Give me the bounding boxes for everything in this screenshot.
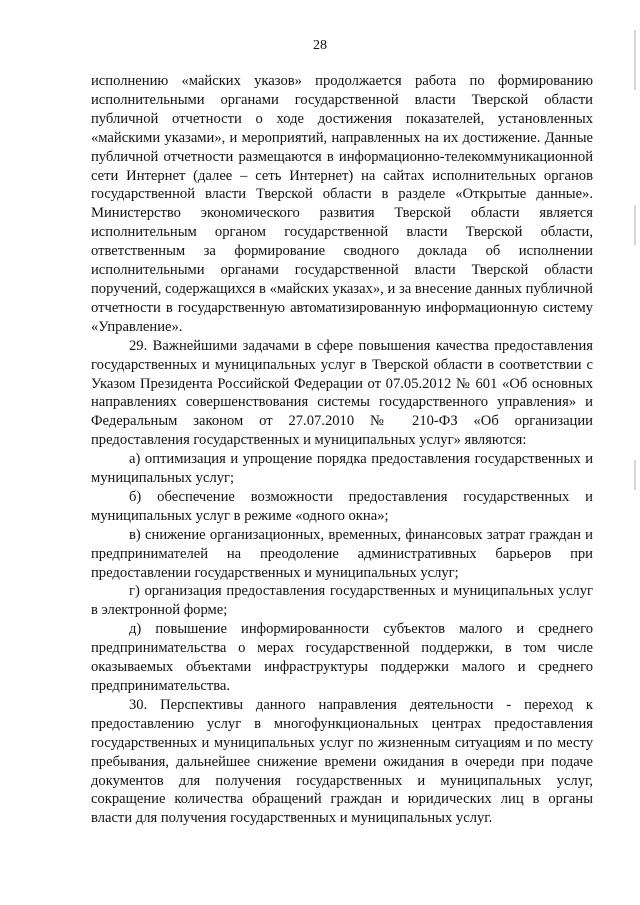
scan-edge-mark	[634, 460, 636, 490]
scan-edge-mark	[634, 205, 636, 245]
list-item-b: б) обеспечение возможности предоставления государственных и муниципальных услуг в режиме «одного окна»;	[91, 488, 593, 524]
paragraph-29: 29. Важнейшими задачами в сфере повышения качества предоставления государственных и муниципальных услуг в Тверской области в соответствии с Указом Президента Российской Федерации от 07.05.2012 № 601 «Об основных направлениях совершенствования системы государственного управления» и Федеральным законом от 27.07.2010 № 210-ФЗ «Об организации предоставления государственных и муниципальных услуг» являются:	[91, 337, 593, 449]
paragraph-30: 30. Перспективы данного направления деятельности - переход к предоставлению услуг в многофункциональных центрах предоставления государственных и муниципальных услуг по жизненным ситуациям и по месту пребывания, дальнейшее снижение времени ожидания в очереди при подаче документов для получения государственных и муниципальных услуг, сокращение количества обращений граждан и юридических лиц в органы власти для получения государственных и муниципальных услуг.	[91, 696, 593, 827]
page-number: 28	[313, 38, 327, 53]
list-item-a: а) оптимизация и упрощение порядка предоставления государственных и муниципальных услуг;	[91, 451, 593, 487]
scan-edge-mark	[634, 30, 636, 90]
list-item-g: г) организация предоставления государственных и муниципальных услуг в электронной форме;	[91, 583, 593, 619]
paragraph-continuation: исполнению «майских указов» продолжается работа по формированию исполнительными органами государственной власти Тверской области публичной отчетности о ходе достижения показателей, установленных «майскими указами», и мероприятий, направленных на их достижение. Данные публичной отчетности размещаются в информационно-телекоммуникационной сети Интернет (далее – сеть Интернет) на сайтах исполнительных органов государственной власти Тверской области в разделе «Открытые данные». Министерство экономического развития Тверской области является исполнительным органом государственной власти Тверской области, ответственным за формирование сводного доклада об исполнении исполнительными органами государственной власти Тверской области поручений, содержащихся в «майских указах», и за внесение данных публичной отчетности в государственную автоматизированную информационную систему «Управление».	[91, 73, 593, 335]
list-item-d: д) повышение информированности субъектов малого и среднего предпринимательства о мерах государственной поддержки, в том числе оказываемых объектами инфраструктуры поддержки малого и среднего предпринимательства.	[91, 621, 593, 694]
list-item-v: в) снижение организационных, временных, финансовых затрат граждан и предпринимателей на преодоление административных барьеров при предоставлении государственных и муниципальных услуг;	[91, 526, 593, 581]
document-body	[91, 72, 593, 828]
